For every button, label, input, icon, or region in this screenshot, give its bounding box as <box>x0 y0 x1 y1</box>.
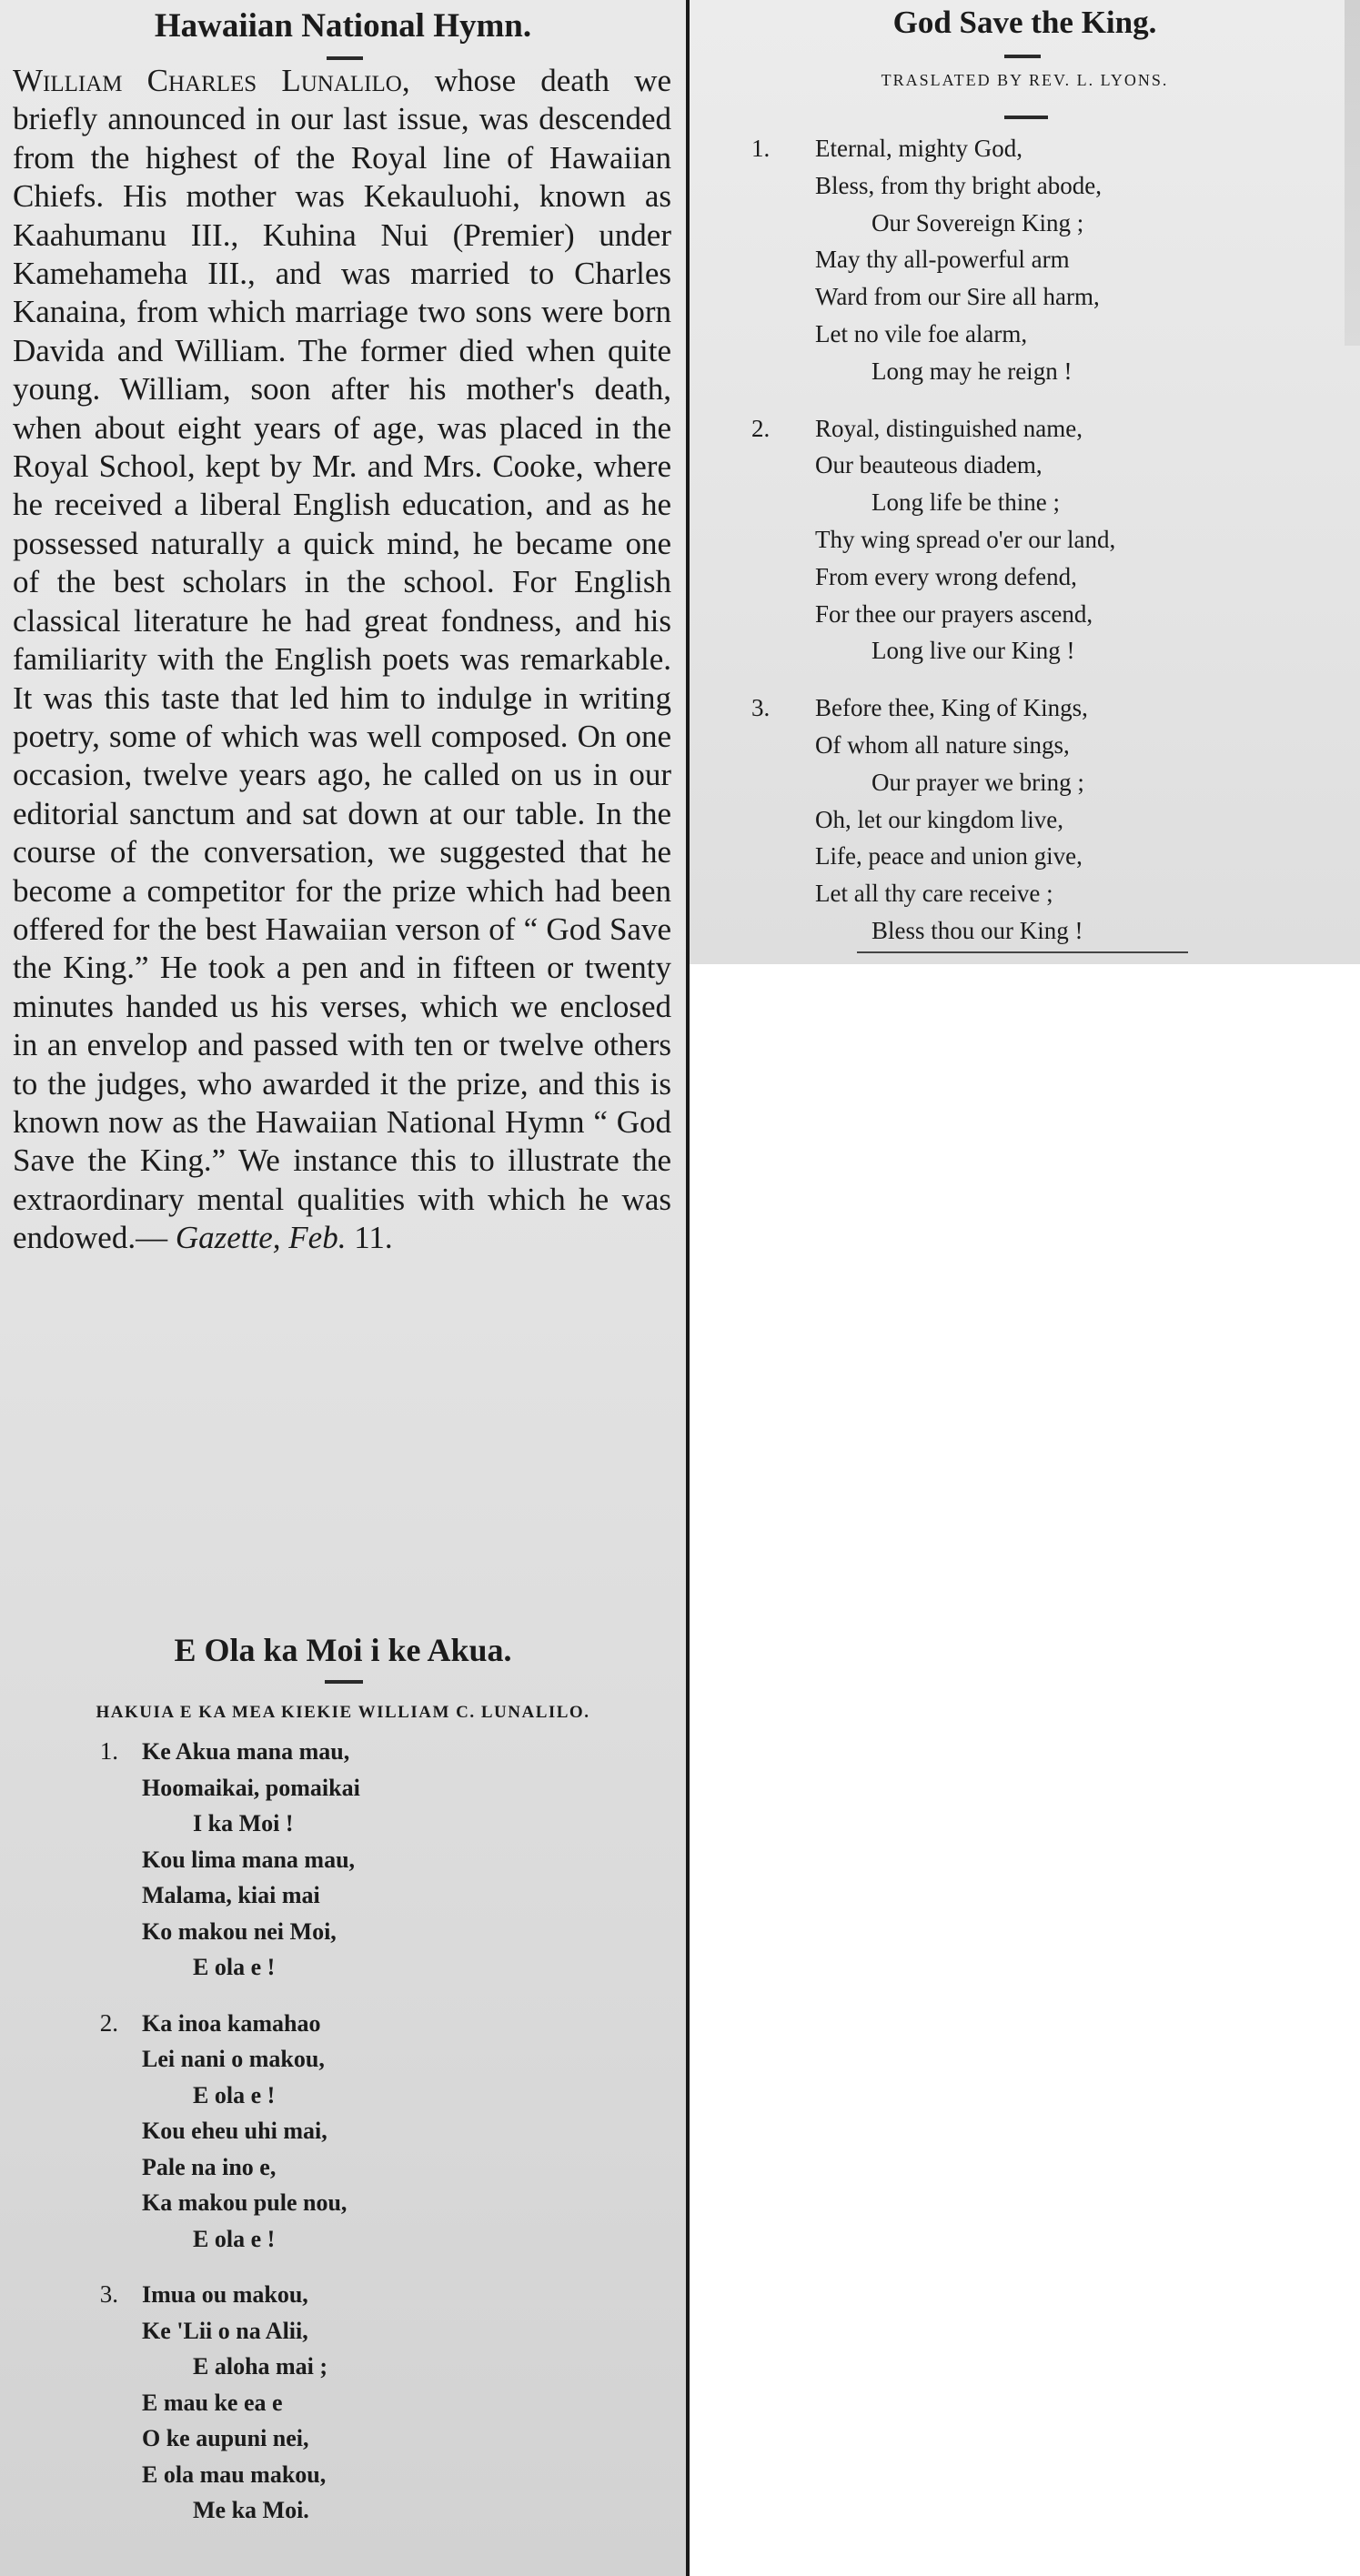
poem-line: Lei nani o makou, <box>142 2046 325 2072</box>
poem-title-rule <box>325 1680 363 1684</box>
poem-line: From every wrong defend, <box>815 562 1077 590</box>
poem-line: Ke 'Lii o na Alii, <box>142 2317 308 2344</box>
article-headline: Hawaiian National Hymn. <box>154 7 532 45</box>
poem-line: For thee our prayers ascend, <box>815 599 1093 628</box>
poem-line: Long live our King ! <box>871 637 1075 665</box>
stanza <box>751 689 1115 950</box>
stanza <box>99 2006 360 2258</box>
stanza <box>751 130 1115 390</box>
poem-line: Ka makou pule nou, <box>142 2189 348 2216</box>
stanza-number: 3. <box>751 694 771 722</box>
adjacent-page-edge <box>1345 0 1360 346</box>
stanza <box>99 2277 360 2529</box>
blank-area <box>690 964 1360 2576</box>
english-poem-byline: TRASLATED BY REV. L. LYONS. <box>881 71 1169 89</box>
poem-line: Ward from our Sire all harm, <box>815 283 1100 311</box>
poem-line: Our Sovereign King ; <box>871 208 1084 236</box>
poem-line: E aloha mai ; <box>193 2353 328 2380</box>
poem-line: Bless thou our King ! <box>871 916 1083 944</box>
poem-line: Ka inoa kamahao <box>142 2009 321 2037</box>
poem-line: E ola e ! <box>193 2081 276 2108</box>
hawaiian-poem-title: E Ola ka Moi i ke Akua. <box>174 1632 512 1668</box>
poem-line: Malama, kiai mai <box>142 1882 320 1908</box>
poem-line: O ke aupuni nei, <box>142 2425 309 2451</box>
poem-line: Me ka Moi. <box>193 2497 309 2523</box>
hawaiian-poem-byline: HAKUIA E KA MEA KIEKIE WILLIAM C. LUNALILO. <box>96 1703 590 1722</box>
poem-line: Kou eheu uhi mai, <box>142 2118 327 2144</box>
stanza <box>99 1734 360 1986</box>
poem-line: Before thee, King of Kings, <box>815 694 1088 722</box>
poem-line: Ko makou nei Moi, <box>142 1917 337 1945</box>
poem-line: Imua ou makou, <box>142 2281 308 2308</box>
poem-line: Bless, from thy bright abode, <box>815 171 1102 199</box>
poem-line: Life, peace and union give, <box>815 842 1083 870</box>
poem-line: Hoomaikai, pomaikai <box>142 1774 360 1801</box>
poem-line: E ola e ! <box>193 1954 276 1980</box>
article-body <box>13 62 671 1258</box>
poem-line: Eternal, mighty God, <box>815 135 1023 162</box>
poem-line: Long life be thine ; <box>871 488 1060 517</box>
hawaiian-poem <box>99 1734 360 2549</box>
poem-line: Thy wing spread o'er our land, <box>815 525 1116 553</box>
stanza <box>751 410 1116 670</box>
end-rule <box>857 951 1188 953</box>
stanza-number: 1. <box>99 1737 118 1765</box>
byline-rule <box>1004 116 1048 119</box>
poem-line: E ola mau makou, <box>142 2460 327 2488</box>
title-rule <box>1004 55 1041 58</box>
article-text: , whose death we briefly announced in our last issue, was descended from the highest of the Royal line of Hawaiian Chiefs. His mother was Kekauluohi, known as Kaahumanu III., Kuhina Nui (Premier) under Kamehameha III., and was married to Charles Kanaina, from which marriage two sons were born Davida and William. The former died when quite young. William, soon after his mother's death, when about eight years of age, was placed in the Royal School, kept by Mr. and Mrs. Cooke, where he received a liberal English education, and as he possessed naturally a quick mind, he became one of the best scholars in the school. For English classical literature he had great fondness, and his familiarity with the English poets was remarkable. It was this taste that led him to indulge in writing poetry, some of which was well composed. On one occasion, twelve years ago, he called on us in our editorial sanctum and sat down at our table. In the course of the conversation, we suggested that he become a competitor for the prize which had been offered for the best Hawaiian verson of “ God Save the King.” He took a pen and in fifteen or twenty minutes handed us his verses, which we enclosed in an envelop and passed with ten or twelve others to the judges, who awarded it the prize, and this is known now as the Hawaiian National Hymn “ God Save the King.” We instance this to illustrate the extraordinary mental qualities with which he was endowed.— <box>13 63 671 1256</box>
poem-line: E ola e ! <box>193 2225 276 2252</box>
headline-rule <box>327 56 363 60</box>
stanza-number: 2. <box>99 2008 118 2037</box>
right-column <box>690 0 1360 964</box>
article-source: Gazette, Feb. <box>175 1220 347 1256</box>
poem-line: Pale na ino e, <box>142 2153 277 2180</box>
article-name-small-caps: William Charles Lunalilo <box>13 63 402 98</box>
poem-line: Let all thy care receive ; <box>815 880 1053 908</box>
poem-line: May thy all-powerful arm <box>815 246 1070 274</box>
stanza-number: 2. <box>751 414 771 442</box>
poem-line: Ke Akua mana mau, <box>142 1738 350 1765</box>
poem-line: Oh, let our kingdom live, <box>815 805 1063 833</box>
poem-line: Of whom all nature sings, <box>815 730 1070 759</box>
poem-line: Our beauteous diadem, <box>815 451 1043 479</box>
poem-line: Royal, distinguished name, <box>815 414 1083 442</box>
poem-line: Long may he reign ! <box>871 357 1073 385</box>
poem-line: Kou lima mana mau, <box>142 1846 356 1873</box>
poem-line: Our prayer we bring ; <box>871 768 1084 796</box>
english-poem <box>751 130 1116 964</box>
poem-line: Let no vile foe alarm, <box>815 319 1028 347</box>
article-source-tail: 11. <box>346 1220 393 1256</box>
poem-line: E mau ke ea e <box>142 2389 283 2416</box>
poem-line: I ka Moi ! <box>193 1810 294 1836</box>
stanza-number: 1. <box>751 135 771 162</box>
english-poem-title: God Save the King. <box>892 5 1157 40</box>
stanza-number: 3. <box>99 2280 118 2308</box>
